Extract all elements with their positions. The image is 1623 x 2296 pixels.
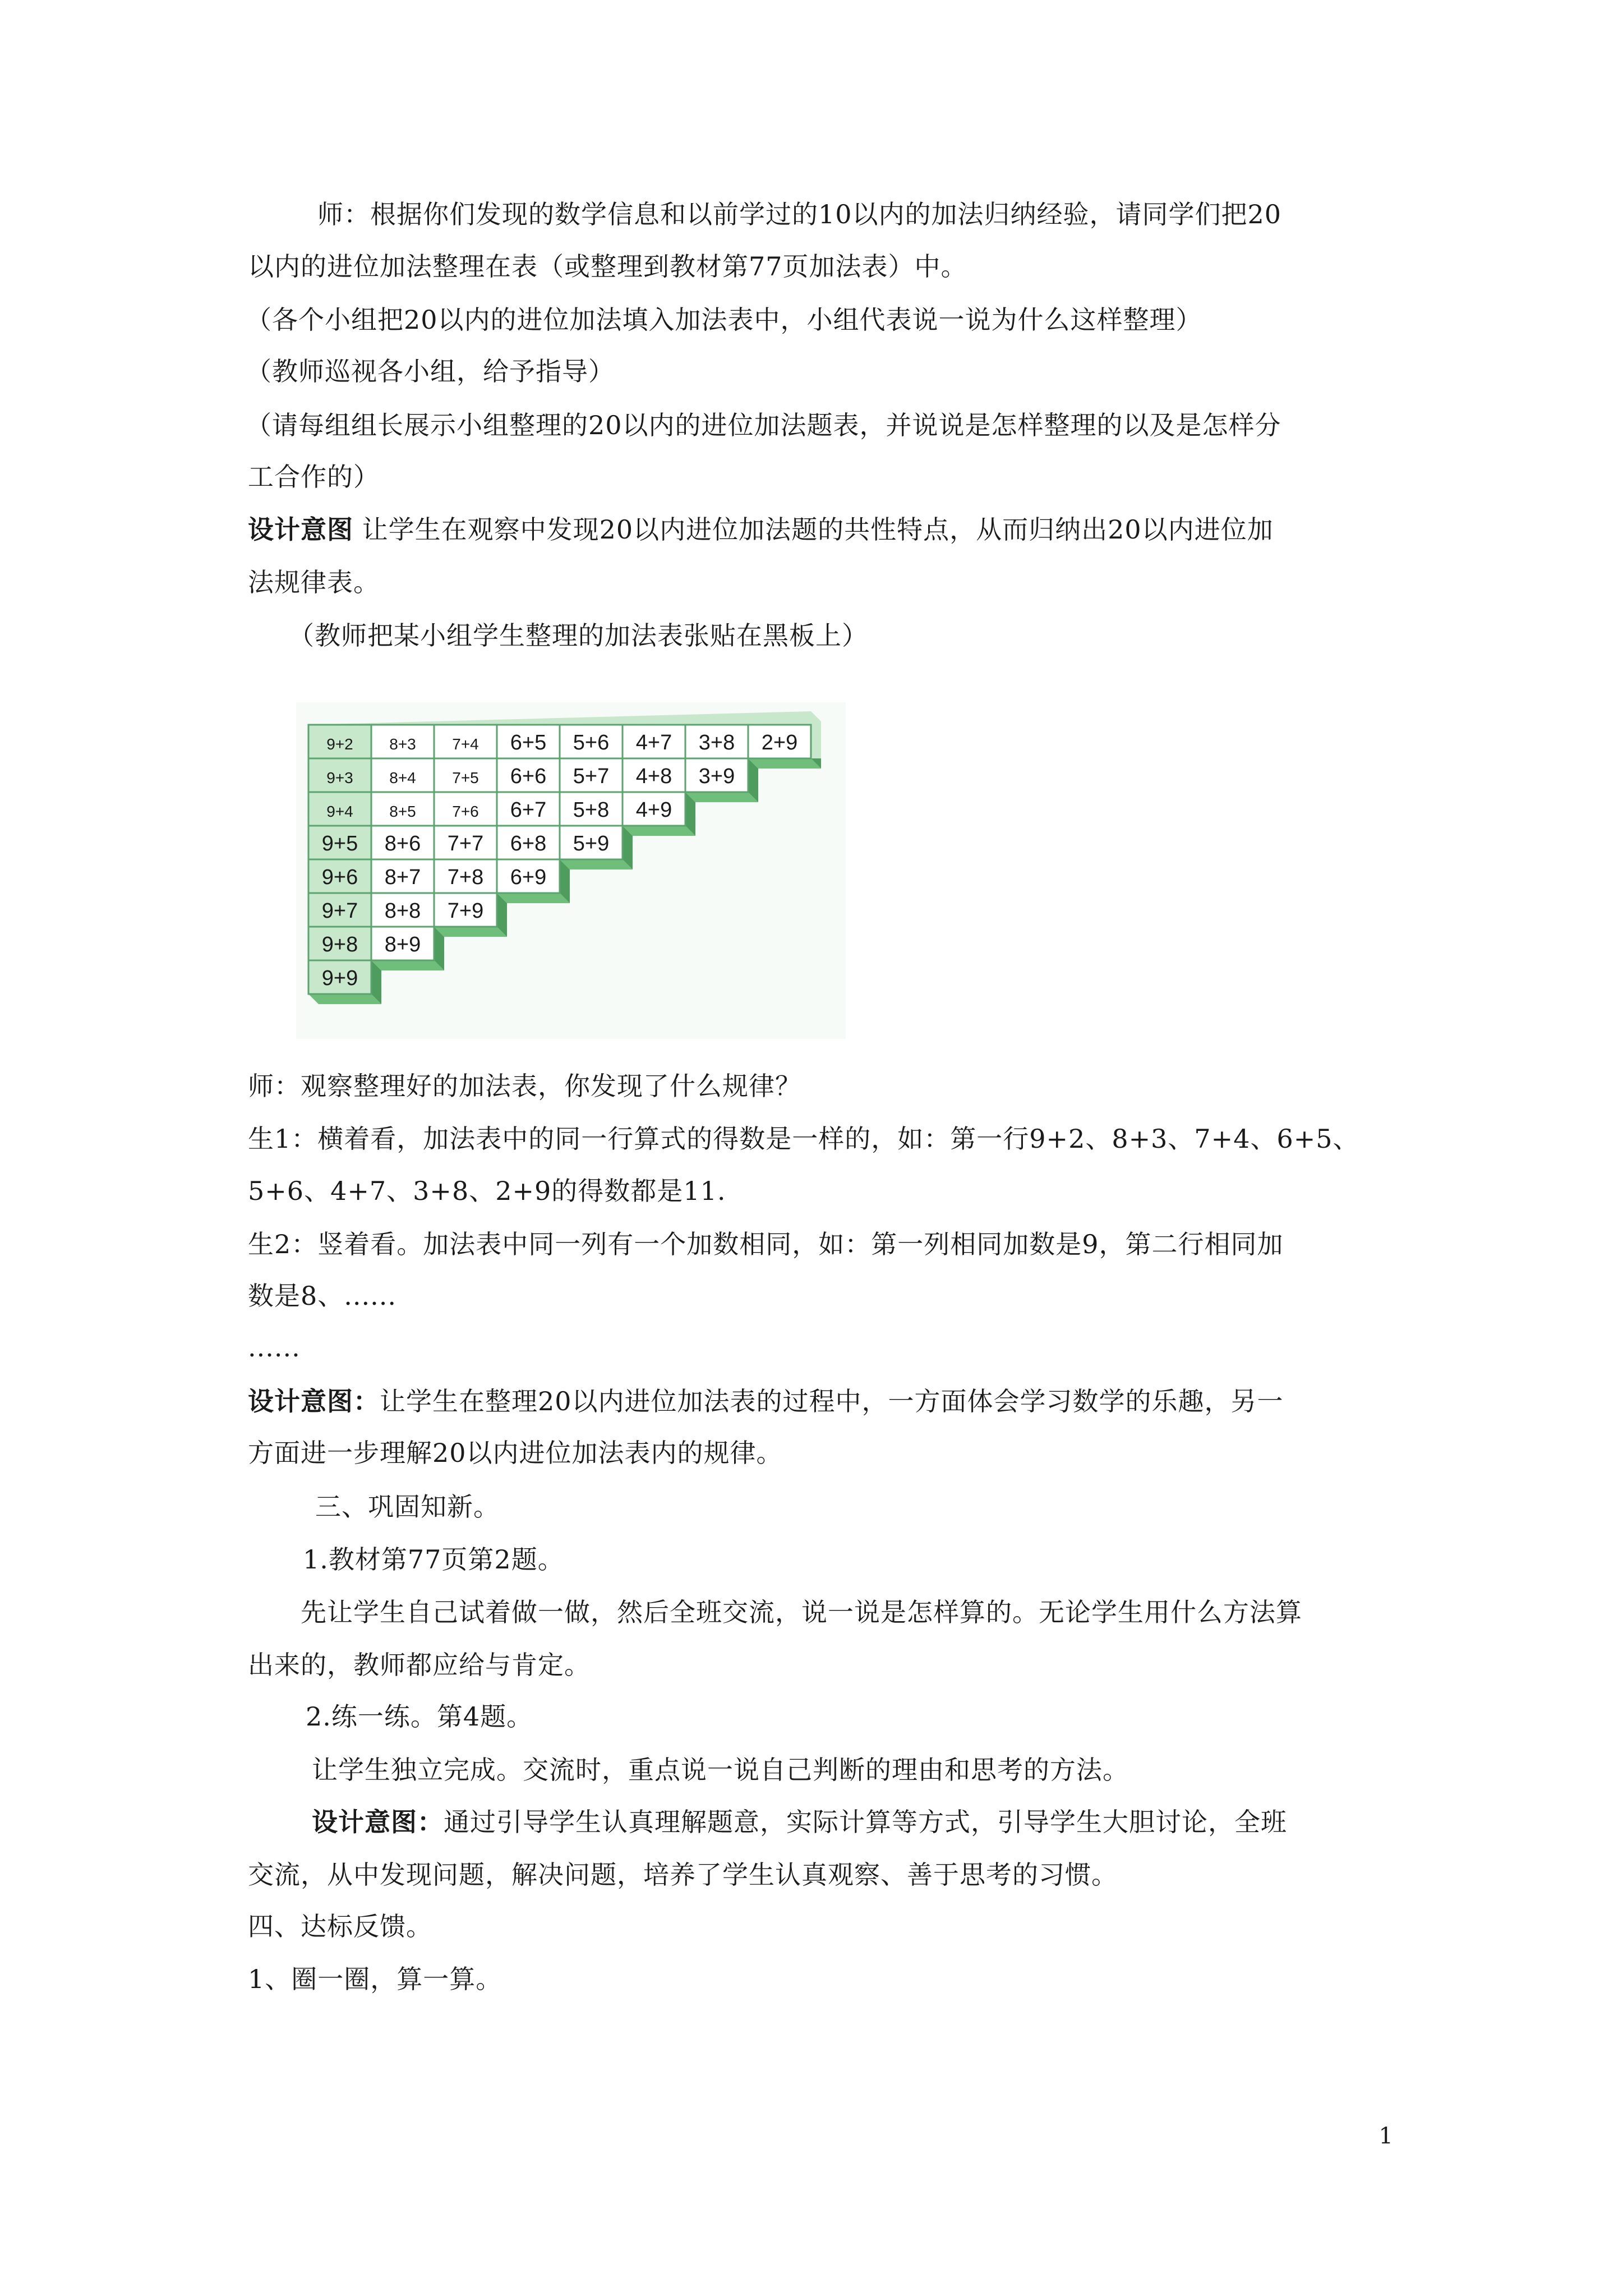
paragraph-line: 1.教材第77页第2题。 xyxy=(303,1544,564,1575)
table-cell-text: 9+5 xyxy=(321,832,358,855)
table-cell-text: 9+9 xyxy=(321,967,358,990)
table-cell-text: 6+8 xyxy=(510,832,547,855)
paragraph-line: 2.练一练。第4题。 xyxy=(306,1701,533,1732)
table-cell-text: 5+9 xyxy=(573,832,610,855)
design-intent-label: 设计意图： xyxy=(312,1807,444,1837)
page-number: 1 xyxy=(1378,2123,1393,2149)
table-cell-text: 6+7 xyxy=(510,798,547,822)
paragraph-line: 生2：竖着看。加法表中同一列有一个加数相同，如：第一列相同加数是9，第二行相同加 xyxy=(248,1229,1284,1259)
paragraph-line: 让学生独立完成。交流时，重点说一说自己判断的理由和思考的方法。 xyxy=(312,1755,1129,1785)
table-cell-text: 9+7 xyxy=(321,899,358,923)
table-cell-text: 7+5 xyxy=(452,769,479,786)
step-face xyxy=(685,792,758,802)
table-cell-text: 4+7 xyxy=(635,731,672,754)
paragraph-line: 方面进一步理解20以内进位加法表内的规律。 xyxy=(248,1438,783,1468)
table-cell-text: 3+8 xyxy=(698,731,735,754)
table-cell-text: 8+6 xyxy=(384,832,421,855)
design-intent-text: 让学生在观察中发现20以内进位加法题的共性特点，从而归纳出20以内进位加 xyxy=(353,514,1274,545)
paragraph-line: 师：根据你们发现的数学信息和以前学过的10以内的加法归纳经验，请同学们把20 xyxy=(317,199,1282,229)
design-intent-label: 设计意图 xyxy=(248,514,353,545)
table-cell-text: 8+4 xyxy=(389,769,416,786)
table-cell-text: 8+3 xyxy=(389,735,416,753)
paragraph-line: 工合作的） xyxy=(248,462,380,492)
table-cell-text: 6+5 xyxy=(510,731,547,754)
table-cell-text: 8+5 xyxy=(389,803,416,820)
addition-table-figure xyxy=(296,702,846,1039)
step-face xyxy=(560,859,633,869)
section-heading: 四、达标反馈。 xyxy=(248,1911,432,1941)
table-cell-text: 6+9 xyxy=(510,866,547,889)
paragraph-line: ...... xyxy=(248,1332,301,1363)
section-heading: 三、巩固知新。 xyxy=(315,1492,500,1522)
paragraph-line: 先让学生自己试着做一做，然后全班交流，说一说是怎样算的。无论学生用什么方法算 xyxy=(301,1597,1302,1627)
table-cell-text: 7+9 xyxy=(447,899,484,923)
table-cell-text: 4+9 xyxy=(635,798,672,822)
table-cell-text: 7+6 xyxy=(452,803,479,820)
design-intent-line xyxy=(248,1384,1284,1418)
paragraph-line: 以内的进位加法整理在表（或整理到教材第77页加法表）中。 xyxy=(248,251,967,282)
table-cell-text: 8+9 xyxy=(384,933,421,956)
addition-table-svg xyxy=(296,702,846,1039)
table-cell-text: 5+8 xyxy=(573,798,610,822)
table-cell-text: 5+7 xyxy=(573,765,610,788)
paragraph-line: （请每组组长展示小组整理的20以内的进位加法题表，并说说是怎样整理的以及是怎样分 xyxy=(246,410,1281,440)
paragraph-line: 法规律表。 xyxy=(248,567,380,597)
table-cell-text: 9+8 xyxy=(321,933,358,956)
paragraph-line: 交流，从中发现问题，解决问题，培养了学生认真观察、善于思考的习惯。 xyxy=(248,1860,1118,1890)
table-cell-text: 3+9 xyxy=(698,765,735,788)
table-cell-text: 5+6 xyxy=(573,731,610,754)
table-cell-text: 9+6 xyxy=(321,866,358,889)
paragraph-line: 1、圈一圈，算一算。 xyxy=(248,1964,502,1994)
paragraph-line: 数是8、...... xyxy=(248,1281,396,1311)
table-cell-text: 6+6 xyxy=(510,765,547,788)
paragraph-line: 生1：横着看，加法表中的同一行算式的得数是一样的，如：第一行9+2、8+3、7+4、6+5、 xyxy=(248,1124,1359,1154)
design-intent-text: 让学生在整理20以内进位加法表的过程中，一方面体会学习数学的乐趣，另一 xyxy=(380,1386,1284,1416)
step-face xyxy=(748,758,821,769)
paragraph-line: （教师把某小组学生整理的加法表张贴在黑板上） xyxy=(288,620,868,651)
design-intent-line xyxy=(312,1805,1287,1839)
table-cell-text: 9+3 xyxy=(326,769,353,786)
design-intent-text: 通过引导学生认真理解题意，实际计算等方式，引导学生大胆讨论，全班 xyxy=(444,1807,1287,1837)
table-cell-text: 4+8 xyxy=(635,765,672,788)
table-cell-text: 2+9 xyxy=(761,731,798,754)
table-cell-text: 8+8 xyxy=(384,899,421,923)
step-face xyxy=(371,960,444,970)
design-intent-label: 设计意图： xyxy=(248,1386,380,1416)
step-face xyxy=(308,994,381,1004)
step-face xyxy=(623,826,695,836)
table-cell-text: 7+8 xyxy=(447,866,484,889)
table-cell-text: 7+7 xyxy=(447,832,484,855)
table-cell-text: 9+4 xyxy=(326,803,353,820)
paragraph-line: 出来的，教师都应给与肯定。 xyxy=(248,1650,591,1680)
paragraph-line: （各个小组把20以内的进位加法填入加法表中，小组代表说一说为什么这样整理） xyxy=(246,305,1202,335)
paragraph-line: （教师巡视各小组，给予指导） xyxy=(246,356,615,386)
paragraph-line: 5+6、4+7、3+8、2+9的得数都是11. xyxy=(248,1176,726,1206)
design-intent-line xyxy=(248,513,1274,546)
table-cell-text: 8+7 xyxy=(384,866,421,889)
paragraph-line: 师：观察整理好的加法表，你发现了什么规律？ xyxy=(248,1071,801,1101)
table-cell-text: 9+2 xyxy=(326,735,353,753)
step-face xyxy=(434,927,507,937)
step-face xyxy=(497,893,570,903)
table-cell-text: 7+4 xyxy=(452,735,479,753)
